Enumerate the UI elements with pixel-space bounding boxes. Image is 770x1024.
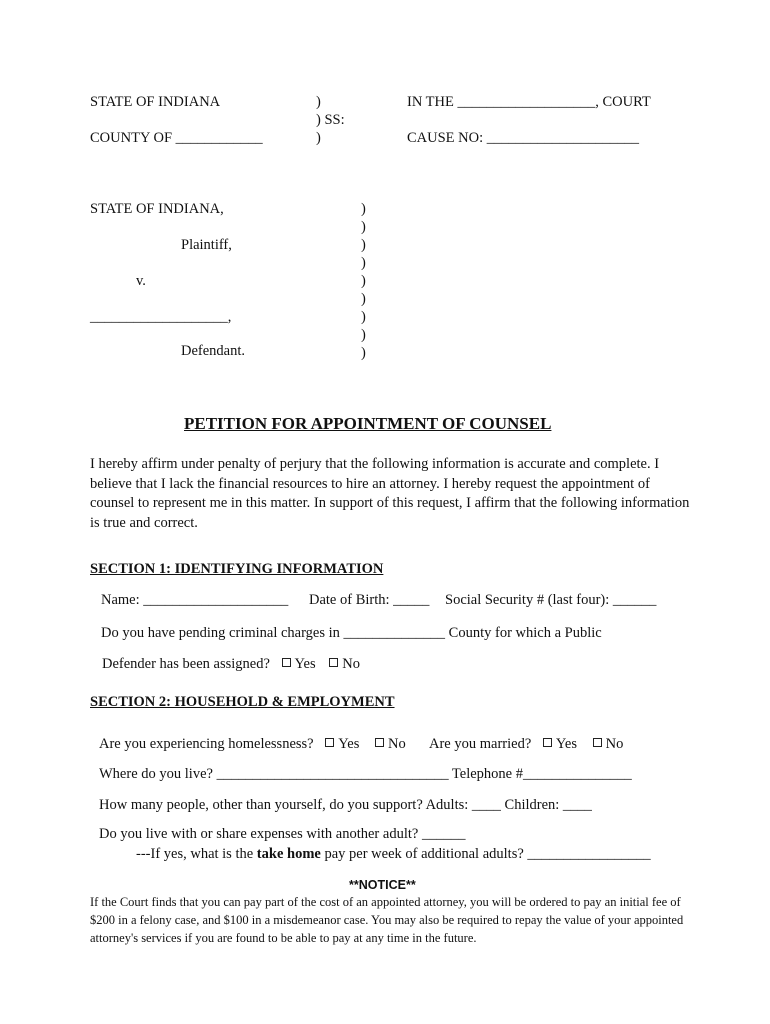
no-checkbox[interactable]: [593, 738, 602, 747]
take-home-pay-field[interactable]: [136, 846, 651, 863]
party-paren: ): [361, 219, 366, 235]
notice-title: **NOTICE**: [349, 878, 416, 892]
party-paren: ): [361, 237, 366, 253]
versus-label: v.: [136, 273, 146, 289]
no-checkbox[interactable]: [329, 658, 338, 667]
no-checkbox[interactable]: [375, 738, 384, 747]
pending-charges-question[interactable]: Do you have pending criminal charges in ______________ County for which a Public: [101, 625, 602, 641]
party-paren: ): [361, 273, 366, 289]
caption-court: IN THE ___________________, COURT: [407, 94, 651, 110]
take-home-suffix: pay per week of additional adults? _________________: [320, 846, 651, 862]
plaintiff-label: Plaintiff,: [181, 237, 232, 253]
homelessness-question: Are you experiencing homelessness?: [99, 736, 314, 752]
shared-expenses-field[interactable]: Do you live with or share expenses with another adult? ______: [99, 826, 466, 842]
yes-label: Yes: [555, 736, 577, 752]
document-title: PETITION FOR APPOINTMENT OF COUNSEL: [184, 414, 552, 433]
yes-checkbox[interactable]: [543, 738, 552, 747]
residence-telephone-field[interactable]: Where do you live? ________________________________ Telephone #_______________: [99, 766, 632, 782]
yes-checkbox[interactable]: [325, 738, 334, 747]
caption-paren: ): [316, 130, 321, 146]
caption-paren: ): [316, 94, 321, 110]
take-home-prefix: ---If yes, what is the: [136, 846, 257, 862]
section1-heading: SECTION 1: IDENTIFYING INFORMATION: [90, 561, 384, 577]
dob-field[interactable]: Date of Birth: _____: [309, 592, 430, 608]
name-field[interactable]: Name: ____________________: [101, 592, 289, 608]
plaintiff-name: STATE OF INDIANA,: [90, 201, 224, 217]
dependents-field[interactable]: How many people, other than yourself, do you support? Adults: ____ Children: ____: [99, 797, 592, 813]
party-paren: ): [361, 255, 366, 271]
party-paren: ): [361, 309, 366, 325]
affirmation-paragraph: I hereby affirm under penalty of perjury that the following information is accurate and complete. I believe that I lack the financial resources to hire an attorney. I hereby request the appointment of counsel to represent me in this matter. In support of this request, I affirm that the following information is true and correct.: [90, 456, 690, 531]
ssn-field[interactable]: Social Security # (last four): ______: [445, 592, 657, 608]
party-paren: ): [361, 291, 366, 307]
party-paren: ): [361, 345, 366, 361]
defendant-label: Defendant.: [181, 343, 246, 359]
homelessness-row: [99, 736, 406, 753]
caption-state: STATE OF INDIANA: [90, 94, 221, 110]
married-row: [429, 736, 623, 753]
section2-heading: SECTION 2: HOUSEHOLD & EMPLOYMENT: [90, 694, 395, 710]
yes-label: Yes: [294, 656, 316, 672]
no-label: No: [387, 736, 406, 752]
caption-cause-number: CAUSE NO: _____________________: [407, 130, 640, 146]
public-defender-question: Defender has been assigned?: [102, 656, 270, 672]
no-label: No: [605, 736, 624, 752]
take-home-bold: take home: [256, 846, 321, 862]
no-label: No: [342, 656, 360, 672]
public-defender-row: [102, 656, 360, 673]
caption-county: COUNTY OF ____________: [90, 130, 263, 146]
party-paren: ): [361, 327, 366, 343]
party-paren: ): [361, 201, 366, 217]
yes-checkbox[interactable]: [282, 658, 291, 667]
married-question: Are you married?: [429, 736, 532, 752]
caption-ss: ) SS:: [316, 112, 345, 128]
notice-text: If the Court finds that you can pay part of the cost of an appointed attorney, you will be ordered to pay an initial fee of $200 in a felony case, and $100 in a misdemeanor case. You may also be required to repay the value of your appointed attorney's services if you are found to be able to pay at any time in the future.: [90, 895, 684, 945]
defendant-blank: ___________________,: [90, 309, 232, 325]
yes-label: Yes: [338, 736, 360, 752]
